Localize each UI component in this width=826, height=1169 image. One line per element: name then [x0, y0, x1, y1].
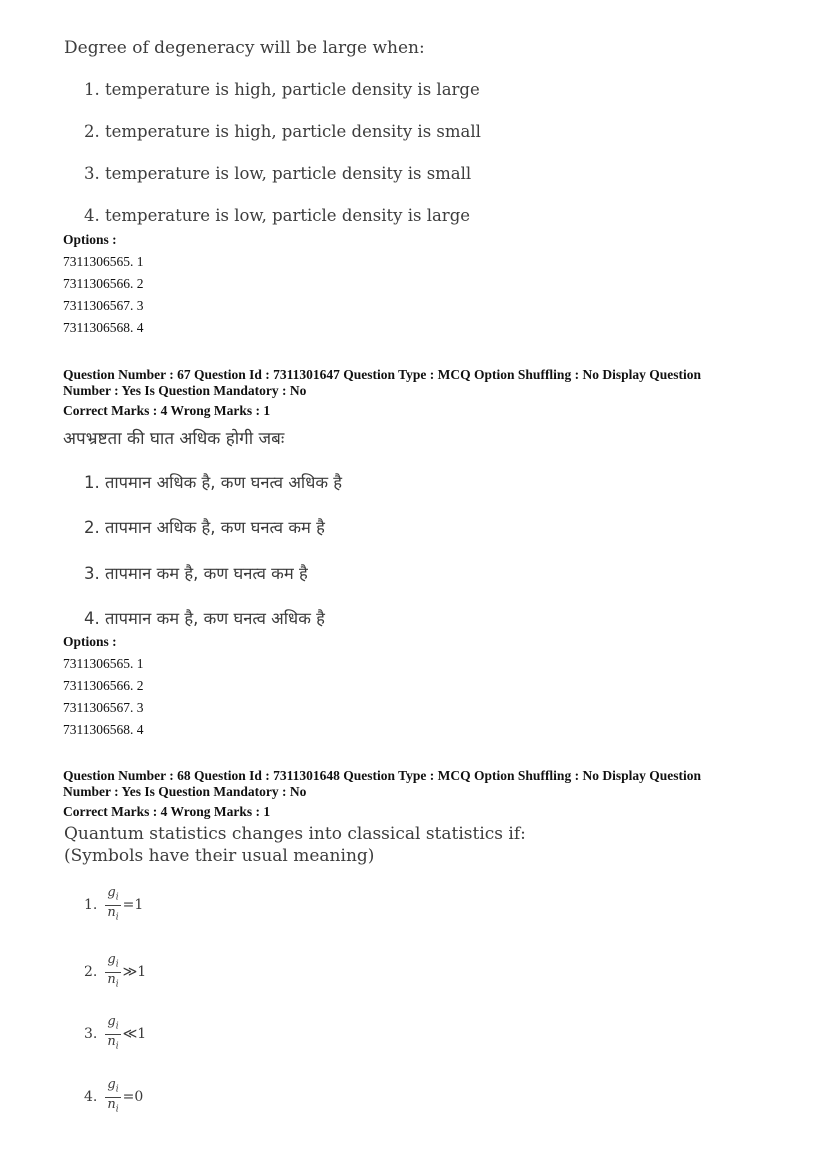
q68-choice-3	[84, 1015, 146, 1053]
q68-choice-3-relation: ≪1	[122, 1026, 147, 1043]
q67-option-4: 7311306568. 4	[63, 722, 144, 737]
q68-choice-4-label: 4.	[84, 1089, 98, 1106]
q68-choice-4-relation: =0	[122, 1089, 144, 1106]
q68-choice-4	[84, 1078, 143, 1116]
q67-option-3: 7311306567. 3	[63, 700, 144, 715]
q68-stem-line2: (Symbols have their usual meaning)	[64, 846, 375, 866]
q67-choice-3: 3. तापमान कम है, कण घनत्व कम है	[84, 564, 308, 583]
q67-option-1: 7311306565. 1	[63, 656, 144, 671]
q66-stem: Degree of degeneracy will be large when:	[64, 38, 425, 58]
q68-choice-1	[84, 886, 143, 924]
q67-marks: Correct Marks : 4 Wrong Marks : 1	[63, 403, 271, 418]
q68-choice-3-label: 3.	[84, 1026, 98, 1043]
q67-meta-line1: Question Number : 67 Question Id : 7311301647 Question Type : MCQ Option Shuffling : No Display Question	[63, 367, 701, 382]
q67-stem: अपभ्रष्टता की घात अधिक होगी जबः	[63, 429, 285, 449]
q68-choice-2-relation: ≫1	[122, 964, 147, 981]
q67-meta	[63, 367, 763, 419]
q66-option-4: 7311306568. 4	[63, 320, 144, 335]
q66-option-1: 7311306565. 1	[63, 254, 144, 269]
q68-choice-1-label: 1.	[84, 897, 98, 914]
q68-choice-2	[84, 953, 146, 991]
q68-meta	[63, 768, 763, 820]
q68-meta-line2: Number : Yes Is Question Mandatory : No	[63, 784, 307, 799]
q66-choice-1: 1. temperature is high, particle density is large	[84, 80, 480, 99]
q67-meta-line2: Number : Yes Is Question Mandatory : No	[63, 383, 307, 398]
q67-choice-2: 2. तापमान अधिक है, कण घनत्व कम है	[84, 518, 325, 537]
q66-choice-4: 4. temperature is low, particle density is large	[84, 206, 471, 225]
g-over-n-fraction: $\frac{g_i}{n_i}$	[107, 885, 119, 923]
q68-meta-line1: Question Number : 68 Question Id : 7311301648 Question Type : MCQ Option Shuffling : No Display Question	[63, 768, 701, 783]
q67-choice-1: 1. तापमान अधिक है, कण घनत्व अधिक है	[84, 473, 343, 492]
q68-choice-2-label: 2.	[84, 964, 98, 981]
q66-options-label: Options :	[63, 232, 117, 247]
g-over-n-fraction: $\frac{g_i}{n_i}$	[107, 952, 119, 990]
q68-stem-line1: Quantum statistics changes into classical statistics if:	[64, 824, 526, 844]
g-over-n-fraction: $\frac{g_i}{n_i}$	[107, 1077, 119, 1115]
q66-option-2: 7311306566. 2	[63, 276, 144, 291]
q67-options-label: Options :	[63, 634, 117, 649]
q66-choice-2: 2. temperature is high, particle density is small	[84, 122, 481, 141]
q68-marks: Correct Marks : 4 Wrong Marks : 1	[63, 804, 271, 819]
q67-option-2: 7311306566. 2	[63, 678, 144, 693]
q66-option-3: 7311306567. 3	[63, 298, 144, 313]
g-over-n-fraction: $\frac{g_i}{n_i}$	[107, 1014, 119, 1052]
q68-choice-1-relation: =1	[122, 897, 144, 914]
q67-choice-4: 4. तापमान कम है, कण घनत्व अधिक है	[84, 609, 325, 628]
q66-choice-3: 3. temperature is low, particle density is small	[84, 164, 472, 183]
